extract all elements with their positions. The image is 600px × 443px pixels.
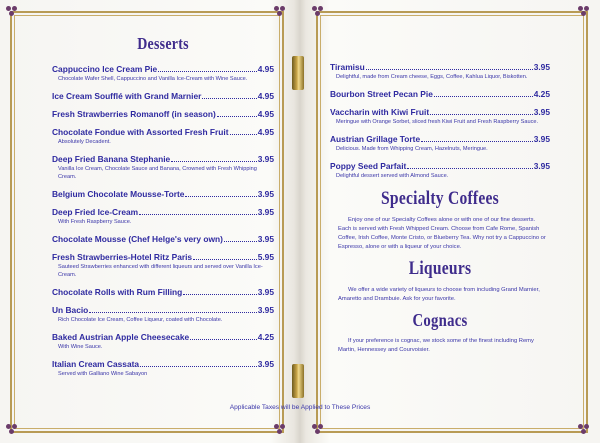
dot-leader [183, 287, 256, 295]
dot-leader [140, 359, 257, 367]
menu-item-row [52, 287, 274, 297]
right-page-content [330, 62, 550, 361]
dot-leader [185, 189, 256, 197]
menu-item-name: Fresh Strawberries Romanoff (in season) [52, 109, 216, 119]
menu-item-description: Delightful dessert served with Almond Sauce. [336, 173, 449, 179]
menu-item-price: 3.95 [257, 287, 274, 297]
menu-item [330, 161, 550, 180]
menu-item-description: Delightful, made from Cream cheese, Eggs, Coffee, Kahlua Liquor, Biskotten. [336, 74, 528, 80]
menu-item-price: 3.95 [533, 134, 550, 144]
cognacs-text: If your preference is cognac, we stock some of the finest including Remy Martin, Hennessey and Courvoisier. [338, 338, 534, 353]
dot-leader [224, 234, 257, 242]
desserts-heading: Desserts [137, 34, 189, 53]
menu-item-description: Absolutely Decadent. [58, 139, 111, 145]
menu-item-description: Vanilla Ice Cream, Chocolate Sauce and Banana, Crowned with Fresh Whipping Cream. [58, 166, 257, 180]
menu-item-row [330, 89, 550, 99]
menu-item-row [330, 161, 550, 171]
menu-item-row [52, 154, 274, 164]
menu-item-name: Fresh Strawberries-Hotel Ritz Paris [52, 252, 193, 262]
menu-item [52, 127, 274, 146]
menu-item-name: Deep Fried Ice-Cream [52, 207, 139, 217]
menu-item [330, 107, 550, 126]
tax-footer-note: Applicable Taxes will be Applied to These Prices [229, 404, 371, 411]
dot-leader [230, 127, 257, 135]
menu-item-price: 3.95 [533, 62, 550, 72]
dot-leader [190, 332, 257, 340]
dot-leader [421, 134, 533, 142]
grape-ornament-icon [6, 6, 20, 20]
menu-item [52, 109, 274, 119]
menu-item-row [52, 189, 274, 199]
menu-item-price: 3.95 [257, 305, 274, 315]
dot-leader [171, 154, 256, 162]
menu-item-description: Served with Galliano Wine Sabayon [58, 371, 148, 377]
menu-item-price: 3.95 [533, 161, 550, 171]
dot-leader [139, 207, 257, 215]
dot-leader [202, 91, 256, 99]
grape-ornament-icon [274, 6, 288, 20]
menu-item-price: 3.95 [257, 359, 274, 369]
menu-item-row [330, 62, 550, 72]
menu-item [52, 287, 274, 297]
menu-item-price: 3.95 [257, 189, 274, 199]
menu-item [52, 154, 274, 181]
menu-item-row [52, 127, 274, 137]
liqueurs-text: We offer a wide variety of liqueurs to choose from including Grand Marnier, Amaretto and Drambuie. Ask for your favorite. [338, 287, 540, 302]
menu-item-name: Baked Austrian Apple Cheesecake [52, 332, 190, 342]
menu-item-row [330, 107, 550, 117]
menu-item-name: Italian Cream Cassata [52, 359, 140, 369]
menu-item-name: Un Bacio [52, 305, 89, 315]
menu-item-price: 5.95 [257, 252, 274, 262]
menu-item-price: 3.95 [257, 154, 274, 164]
menu-item-name: Chocolate Fondue with Assorted Fresh Fruit [52, 127, 229, 137]
binder-clip-icon [292, 56, 304, 90]
menu-item [330, 134, 550, 153]
dot-leader [430, 107, 533, 115]
menu-item-name: Bourbon Street Pecan Pie [330, 89, 433, 99]
menu-item-price: 3.95 [257, 207, 274, 217]
dot-leader [193, 252, 257, 260]
menu-item-price: 3.95 [257, 234, 274, 244]
menu-item [52, 332, 274, 351]
menu-item-name: Deep Fried Banana Stephanie [52, 154, 171, 164]
menu-item [52, 359, 274, 378]
menu-item-name: Vaccharin with Kiwi Fruit [330, 107, 430, 117]
menu-item-row [52, 64, 274, 74]
menu-item-price: 4.25 [533, 89, 550, 99]
menu-item-name: Tiramisu [330, 62, 365, 72]
menu-item-row [52, 109, 274, 119]
grape-ornament-icon [312, 424, 326, 438]
menu-item [52, 305, 274, 324]
menu-item [52, 64, 274, 83]
grape-ornament-icon [578, 6, 592, 20]
menu-item [52, 234, 274, 244]
menu-item-description: Chocolate Wafer Shell, Cappuccino and Vanilla Ice-Cream with Wine Sauce. [58, 76, 248, 82]
specialty-coffees-text: Enjoy one of our Specialty Coffees alone or with one of our fine desserts. Each is served with Fresh Whipped Cream. Choose from Cafe Rome, Spanish Coffee, Irish Coffee, Monte Cristo, or Blueberry Tea. Why not try a Cappuccino or Espresso, alone or with a liqueur of your choice. [338, 217, 546, 250]
menu-item-name: Cappuccino Ice Cream Pie [52, 64, 158, 74]
menu-item-price: 4.95 [257, 64, 274, 74]
menu-item [330, 62, 550, 81]
menu-item-row [52, 332, 274, 342]
menu-item [52, 91, 274, 101]
menu-item-price: 4.95 [257, 109, 274, 119]
dot-leader [158, 64, 256, 72]
dot-leader [217, 109, 257, 117]
grape-ornament-icon [312, 6, 326, 20]
menu-item-row [52, 207, 274, 217]
grape-ornament-icon [578, 424, 592, 438]
menu-item-price: 4.25 [257, 332, 274, 342]
menu-item-row [52, 234, 274, 244]
menu-item-description: Meringue with Orange Sorbet, sliced fresh Kiwi Fruit and Fresh Raspberry Sauce. [336, 119, 539, 125]
menu-item [52, 252, 274, 279]
menu-item-name: Chocolate Mousse (Chef Helge's very own) [52, 234, 223, 244]
menu-item-name: Ice Cream Soufflé with Grand Marnier [52, 91, 202, 101]
menu-item-price: 4.95 [257, 127, 274, 137]
menu-item-row [52, 252, 274, 262]
cognacs-heading: Cognacs [412, 310, 468, 330]
menu-item-price: 4.95 [257, 91, 274, 101]
menu-item [52, 207, 274, 226]
liqueurs-heading: Liqueurs [408, 258, 472, 279]
menu-item-description: With Fresh Raspberry Sauce. [58, 219, 132, 225]
desserts-list [52, 64, 274, 378]
menu-item [330, 89, 550, 99]
menu-item-price: 3.95 [533, 107, 550, 117]
dot-leader [89, 305, 256, 313]
menu-item-name: Poppy Seed Parfait [330, 161, 407, 171]
binder-clip-icon [292, 364, 304, 398]
grape-ornament-icon [274, 424, 288, 438]
menu-item-description: With Wine Sauce. [58, 344, 103, 350]
menu-item-description: Delicious. Made from Whipping Cream, Hazelnuts, Meringue. [336, 146, 488, 152]
menu-item-name: Chocolate Rolls with Rum Filling [52, 287, 183, 297]
menu-item-row [52, 91, 274, 101]
menu-item-name: Austrian Grillage Torte [330, 134, 421, 144]
menu-item [52, 189, 274, 199]
dot-leader [366, 62, 533, 70]
menu-item-description: Rich Chocolate Ice Cream, Coffee Liqueur, coated with Chocolate. [58, 317, 223, 323]
specialty-coffees-heading: Specialty Coffees [381, 188, 499, 209]
menu-item-row [52, 305, 274, 315]
menu-item-name: Belgium Chocolate Mousse-Torte [52, 189, 185, 199]
menu-item-row [330, 134, 550, 144]
dot-leader [407, 161, 532, 169]
menu-item-description: Sauteed Strawberries enhanced with different liqueurs and served over Vanilla Ice-Cream. [58, 264, 263, 278]
dot-leader [434, 89, 533, 97]
menu-item-row [52, 359, 274, 369]
grape-ornament-icon [6, 424, 20, 438]
right-desserts-list [330, 62, 550, 180]
left-page-content [52, 34, 274, 386]
